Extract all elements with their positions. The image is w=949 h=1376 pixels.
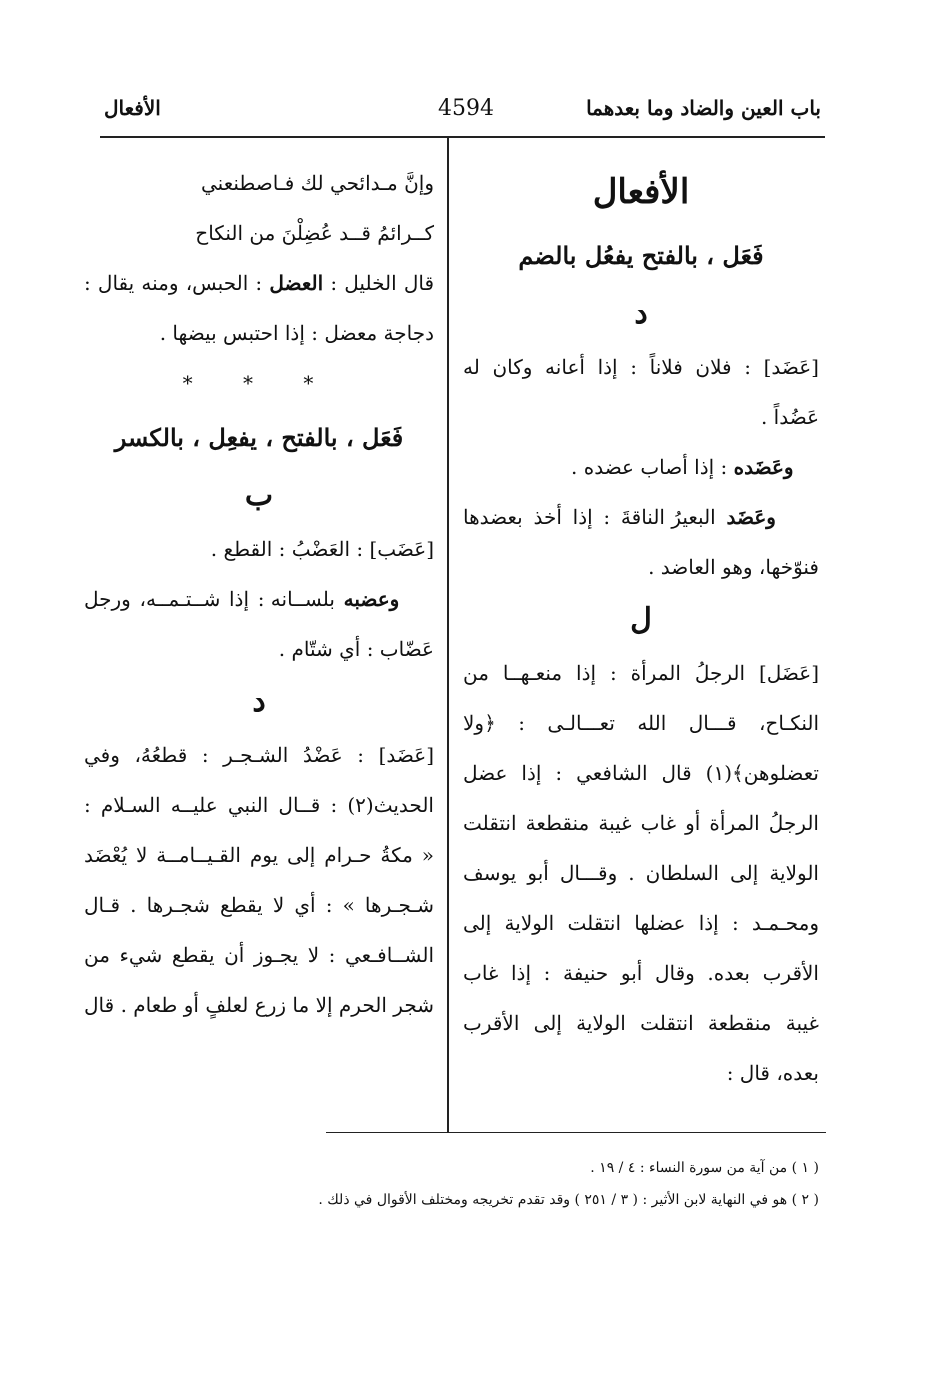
verse-line: كــرائمُ قــد عُضِلْنَ من النكاح xyxy=(195,221,434,245)
entry-line: « مكةُ حـرام إلى يوم القـيــامــة لا يُعْضَد xyxy=(84,843,434,867)
entry-line: شجر الحرم إلا ما زرع لعلفٍ أو طعام . قال xyxy=(84,993,434,1017)
entry-line: بعده، قال : xyxy=(726,1061,819,1085)
chapter-header: باب العين والضاد وما بعدهما xyxy=(586,96,821,120)
subsection-title: فَعَل ، بالفتح يفعُل بالضم xyxy=(518,241,764,270)
keyword: وعَضَد xyxy=(726,505,776,529)
section-title: الأفعال xyxy=(592,172,690,212)
entry-line xyxy=(84,574,434,624)
footnote-1: ( ١ ) من آية من سورة النساء : ٤ / ١٩ . xyxy=(590,1160,819,1176)
footnotes xyxy=(259,1152,819,1216)
entry-line: تعضلوهن﴾(١) قال الشافعي : إذا عضل xyxy=(463,761,819,785)
letter-heading-dal: د xyxy=(252,684,266,719)
entry-text: : إذا أصاب عضده . xyxy=(571,455,728,479)
letter-heading-lam: ل xyxy=(630,602,652,637)
entry-text: قال الخليل : xyxy=(330,271,435,295)
entry-line: دجاجة معضل : إذا احتبس بيضها . xyxy=(159,321,434,345)
letter-heading-ba: ب xyxy=(244,478,274,513)
right-column xyxy=(463,158,819,1098)
entry-text: بلســانه : إذا شــتـمــه، ورجل xyxy=(84,587,335,611)
entry-text: : الحبس، ومنه يقال : xyxy=(84,271,263,295)
entry-line xyxy=(463,442,819,492)
entry-text: البعيرُ الناقةَ : إذا أخذ بعضدها xyxy=(463,505,716,529)
entry-line: غيبة منقطعة انتقلت الولاية إلى الأقرب xyxy=(463,1011,819,1035)
column-divider xyxy=(447,136,449,1132)
entry-line: [عَضَد] : فلان فلاناً : إذا أعانه وكان له xyxy=(463,355,819,379)
entry-line: عَضُداً . xyxy=(760,405,819,429)
entry-line: الرجلُ المرأة أو غاب غيبة منقطعة انتقلت xyxy=(463,811,819,835)
entry-line xyxy=(463,492,819,542)
entry-line: الشــافـعي : لا يجـوز أن يقطع شيء من xyxy=(84,943,434,967)
footnote-rule xyxy=(326,1132,826,1133)
entry-line: النكـاح، قـــال الله تعـــالـى : ﴿ولا xyxy=(463,711,819,735)
verse-line: وإنَّ مـدائحي لك فـاصطنعني xyxy=(201,171,434,195)
footnote-2: ( ٢ ) هو في النهاية لابن الأثير : ( ٣ / ٢٥١ ) وقد تقدم تخريجه ومختلف الأقوال في ذلك . xyxy=(318,1192,819,1208)
letter-heading-dal: د xyxy=(634,296,648,331)
entry-line: الولاية إلى السلطان . وقـــال أبو يوسف xyxy=(463,861,819,885)
entry-line: الحديث(٢) : قــال النبي عليــه السـلام : xyxy=(84,793,434,817)
entry-line xyxy=(84,258,434,308)
entry-line: الأقرب بعده. وقال أبو حنيفة : إذا غاب xyxy=(463,961,819,985)
keyword: العضل xyxy=(269,271,324,295)
entry-line: شـجـرها » : أي لا يقطع شجـرها . قـال xyxy=(84,893,434,917)
entry-line: [عَضَل] الرجلُ المرأة : إذا منعـهــا من xyxy=(463,661,819,685)
left-column xyxy=(84,158,434,1030)
keyword: وعضبه xyxy=(343,587,400,611)
section-header: الأفعال xyxy=(104,96,161,120)
entry-line: [عَضَب] : العَضْبُ : القطع . xyxy=(210,537,434,561)
subsection-title: فَعَل ، بالفتح ، يفعِل ، بالكسر xyxy=(114,423,404,452)
section-separator: * * * xyxy=(182,371,336,395)
entry-line: ومحـمـد : إذا عضلها انتقلت الولاية إلى xyxy=(463,911,819,935)
entry-line: عَضّاب : أي شتّام . xyxy=(278,637,434,661)
entry-line: [عَضَد] : عَضْدُ الشـجـر : قطعُهُ، وفي xyxy=(84,743,434,767)
page-number: 4594 xyxy=(438,96,494,121)
header-rule xyxy=(100,136,825,138)
keyword: وعَضَده xyxy=(733,455,794,479)
entry-line: فنوّخها، وهو العاضد . xyxy=(648,555,819,579)
